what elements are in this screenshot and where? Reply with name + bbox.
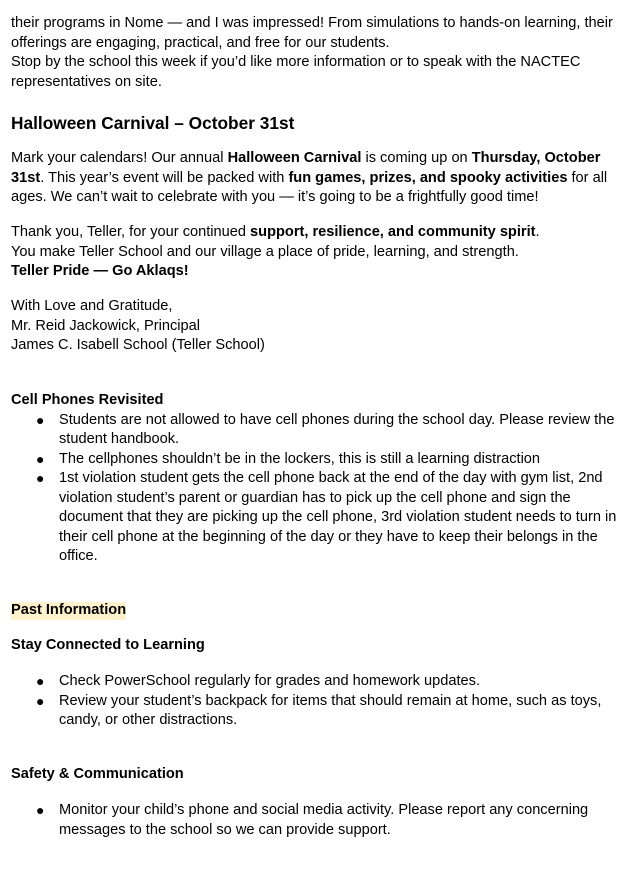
stay-connected-heading: Stay Connected to Learning <box>11 637 205 653</box>
halloween-paragraph <box>11 149 623 208</box>
list-item: ● Students are not allowed to have cell phones during the school day. Please review the student handbook. <box>36 411 615 447</box>
bold-text: Halloween Carnival <box>227 150 362 166</box>
text: . This year’s event will be packed with <box>40 169 289 186</box>
highlighted-label: Past Information <box>11 602 127 618</box>
stay-connected-list <box>11 672 623 731</box>
text: is coming up on <box>361 150 472 166</box>
intro-section <box>11 14 623 92</box>
bold-text: support, resilience, and community spirit <box>250 224 536 240</box>
safety-list <box>11 801 623 840</box>
signature-block <box>11 297 623 356</box>
bold-text: fun games, prizes, and spooky activities <box>288 169 568 186</box>
list-item: ● Check PowerSchool regularly for grades and homework updates. <box>11 672 623 692</box>
text: Mark your calendars! Our annual <box>11 150 228 166</box>
past-information-label <box>11 601 623 621</box>
cell-phones-heading: Cell Phones Revisited <box>11 392 164 408</box>
pride-line: You make Teller School and our village a place of pride, learning, and strength. <box>11 243 519 260</box>
safety-list-wrap <box>11 801 623 840</box>
bullet-icon: ● <box>36 673 45 689</box>
stay-connected-section <box>11 636 623 656</box>
safety-section <box>11 765 623 785</box>
text: Thank you, Teller, for your continued <box>11 224 251 240</box>
intro-stop-by-paragraph: Stop by the school this week if you’d like more information or to speak with the NACTEC representatives on site. <box>11 54 581 90</box>
bullet-icon: ● <box>36 802 45 818</box>
list-item: ● The cellphones shouldn’t be in the lockers, this is still a learning distraction <box>11 450 623 470</box>
principal-name: Mr. Reid Jackowick, Principal <box>11 317 200 334</box>
bullet-icon: ● <box>36 450 45 467</box>
closing: With Love and Gratitude, <box>11 298 173 314</box>
text: . <box>535 224 540 240</box>
cell-phones-list <box>11 411 623 567</box>
bullet-icon: ● <box>36 411 45 428</box>
bullet-icon: ● <box>36 692 45 709</box>
cell-phones-section <box>11 391 623 567</box>
intro-paragraph: their programs in Nome — and I was impressed! From simulations to hands-on learning, their offerings are engaging, practical, and free for our students. <box>11 15 613 51</box>
thanks-section <box>11 223 623 282</box>
list-item: ● Review your student’s backpack for items that should remain at home, such as toys, candy, or other distractions. <box>36 692 602 728</box>
go-aklaqs-line: Teller Pride — Go Aklaqs! <box>11 263 189 279</box>
halloween-heading: Halloween Carnival – October 31st <box>11 113 295 133</box>
list-item: ● Monitor your child’s phone and social media activity. Please report any concerning messages to the school so we can provide support. <box>36 802 589 838</box>
bold-date: Thursday, October 31st <box>11 150 601 186</box>
safety-heading: Safety & Communication <box>11 766 184 782</box>
bullet-icon: ● <box>36 470 45 486</box>
stay-connected-list-wrap <box>11 672 623 731</box>
list-item: ● 1st violation student gets the cell phone back at the end of the day with gym list, 2nd violation student’s parent or guardian has to pick up the cell phone and sign the document that they are picking up the cell phone, 3rd violation student needs to turn in their cell phone at the beginning of the day or they have to keep their belongs in the office. <box>36 470 617 564</box>
thanks-line <box>11 223 623 243</box>
school-name: James C. Isabell School (Teller School) <box>11 337 265 353</box>
text: for all ages. We can’t wait to celebrate with you — it’s going to be a frightfully good time! <box>11 169 608 205</box>
